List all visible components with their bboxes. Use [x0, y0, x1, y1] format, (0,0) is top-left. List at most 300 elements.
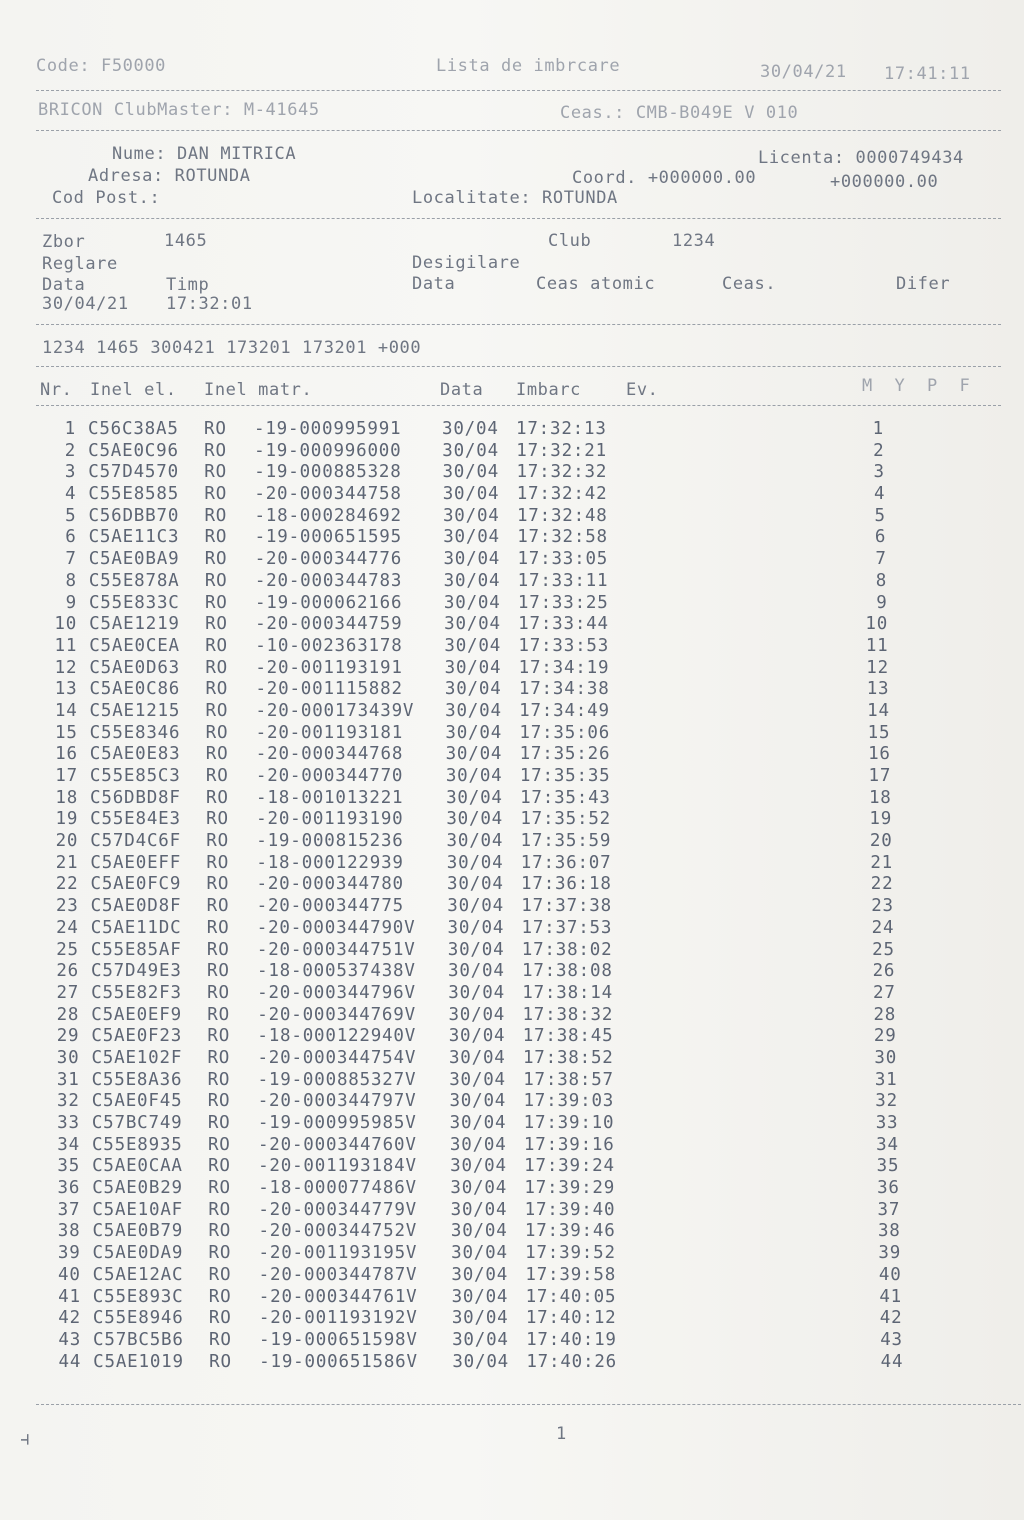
table-row [0, 940, 1024, 962]
electronic-ring: C55E82F3 [91, 982, 182, 1003]
row-date: 30/04 [449, 1134, 507, 1155]
flight-number: 1465 [164, 231, 208, 251]
row-position: 38 [877, 1221, 901, 1242]
country-code: RO [208, 1286, 232, 1307]
table-row [0, 1330, 1024, 1352]
country-code: RO [206, 852, 230, 873]
boarding-table [0, 419, 1024, 1373]
row-number: 7 [65, 549, 77, 570]
row-date: 30/04 [448, 1047, 506, 1068]
registration-ring: -18-000077486V [258, 1178, 417, 1199]
table-row [0, 1221, 1024, 1243]
country-code: RO [204, 592, 228, 613]
club-number: 1234 [672, 231, 716, 251]
country-code: RO [206, 917, 230, 938]
col-electronic-ring: Inel el. [90, 380, 177, 400]
row-position: 5 [874, 505, 886, 526]
row-date: 30/04 [447, 874, 504, 895]
registration-ring: -19-000995985V [257, 1113, 417, 1133]
row-number: 30 [56, 1047, 80, 1068]
setting-label: Reglare [42, 254, 118, 274]
registration-ring: -18-001013221 [256, 787, 404, 808]
registration-ring: -20-000344760V [257, 1134, 417, 1155]
electronic-ring: C55E878A [88, 570, 180, 591]
row-position: 36 [877, 1178, 900, 1199]
electronic-ring: C56DBD8F [90, 787, 181, 808]
registration-ring: -19-000651595 [254, 527, 402, 548]
unsealing-date-label: Data [412, 274, 456, 294]
row-date: 30/04 [446, 852, 504, 873]
row-number: 36 [57, 1178, 81, 1199]
row-position: 44 [880, 1351, 904, 1372]
row-date: 30/04 [444, 657, 502, 678]
table-row [0, 983, 1024, 1005]
row-number: 34 [57, 1134, 80, 1155]
owner-address: Adresa: ROTUNDA [88, 166, 251, 186]
row-number: 33 [57, 1113, 80, 1133]
row-number: 26 [56, 961, 79, 982]
country-code: RO [207, 1047, 231, 1068]
row-number: 32 [57, 1091, 80, 1112]
setting-time: 17:32:01 [166, 294, 253, 314]
row-number: 1 [64, 419, 76, 439]
registration-ring: -10-002363178 [255, 635, 403, 656]
row-date: 30/04 [442, 462, 500, 483]
row-time: 17:32:32 [516, 462, 608, 483]
row-date: 30/04 [442, 440, 499, 461]
electronic-ring: C5AE0F45 [91, 1091, 183, 1112]
electronic-ring: C5AE11C3 [88, 527, 180, 548]
country-code: RO [207, 1026, 231, 1047]
country-code: RO [204, 419, 227, 439]
table-row [0, 614, 1024, 636]
country-code: RO [207, 961, 230, 982]
row-date: 30/04 [448, 961, 505, 982]
country-code: RO [206, 787, 229, 808]
registration-ring: -20-001193184V [258, 1156, 417, 1177]
country-code: RO [205, 679, 229, 700]
row-date: 30/04 [446, 809, 503, 830]
table-row [0, 484, 1024, 506]
table-row [0, 766, 1024, 788]
row-position: 35 [876, 1156, 900, 1177]
row-number: 6 [65, 527, 77, 548]
row-time: 17:39:24 [524, 1156, 615, 1177]
device-id: BRICON ClubMaster: M-41645 [38, 100, 320, 120]
country-code: RO [207, 982, 230, 1003]
row-number: 18 [55, 787, 79, 808]
row-time: 17:35:52 [520, 809, 611, 830]
difference-label: Difer [896, 274, 951, 294]
row-date: 30/04 [448, 1026, 506, 1047]
electronic-ring: C5AE0EFF [90, 852, 182, 873]
row-date: 30/04 [451, 1286, 509, 1307]
country-code: RO [206, 939, 230, 960]
row-time: 17:38:57 [523, 1069, 614, 1090]
row-time: 17:34:38 [518, 679, 610, 700]
registration-ring: -19-000885328 [254, 462, 402, 483]
row-date: 30/04 [442, 484, 500, 505]
row-date: 30/04 [450, 1221, 508, 1242]
table-row [0, 1048, 1024, 1070]
coordinates-second: +000000.00 [830, 172, 939, 192]
row-time: 17:33:53 [518, 635, 610, 656]
table-row [0, 441, 1024, 463]
electronic-ring: C5AE0C96 [88, 440, 179, 461]
row-date: 30/04 [449, 1113, 507, 1133]
row-date: 30/04 [449, 1069, 506, 1090]
row-date: 30/04 [446, 831, 504, 852]
registration-ring: -19-000885327V [257, 1069, 417, 1090]
row-number: 5 [65, 505, 77, 526]
electronic-ring: C5AE0B29 [92, 1178, 183, 1199]
electronic-ring: C55E8346 [89, 722, 181, 743]
electronic-ring: C56DBB70 [88, 505, 180, 526]
row-date: 30/04 [444, 635, 502, 656]
registration-ring: -19-000815236 [256, 831, 404, 852]
row-position: 3 [873, 462, 885, 483]
registration-ring: -20-000344787V [258, 1264, 418, 1285]
row-time: 17:33:44 [518, 614, 609, 635]
row-position: 31 [874, 1069, 898, 1090]
electronic-ring: C5AE1219 [89, 614, 180, 635]
electronic-ring: C56C38A5 [88, 419, 179, 439]
row-position: 8 [875, 570, 888, 591]
row-date: 30/04 [445, 766, 503, 786]
registration-ring: -19-000651598V [259, 1329, 418, 1350]
table-row [0, 462, 1024, 484]
registration-ring: -20-000344770 [255, 766, 404, 786]
registration-ring: -20-001193181 [255, 722, 404, 743]
row-time: 17:38:32 [522, 1004, 614, 1025]
registration-ring: -20-000344790V [256, 917, 416, 938]
table-row [0, 1287, 1024, 1309]
country-code: RO [208, 1156, 231, 1177]
atomic-clock-label: Ceas atomic [536, 274, 656, 294]
registration-ring: -20-001193192V [258, 1308, 418, 1329]
electronic-ring: C5AE11DC [90, 917, 182, 938]
row-position: 22 [870, 874, 894, 895]
clock-id: Ceas.: CMB-B049E V 010 [560, 103, 799, 123]
table-row [0, 636, 1024, 658]
row-position: 16 [868, 744, 891, 765]
registration-ring: -20-001115882 [255, 679, 403, 700]
table-row [0, 1005, 1024, 1027]
electronic-ring: C5AE1019 [93, 1351, 184, 1372]
row-date: 30/04 [447, 917, 505, 938]
row-time: 17:39:52 [525, 1243, 616, 1264]
electronic-ring: C55E8935 [91, 1134, 183, 1155]
electronic-ring: C5AE0C86 [89, 679, 181, 700]
row-number: 42 [58, 1308, 81, 1329]
row-number: 21 [55, 852, 79, 873]
country-code: RO [209, 1329, 232, 1350]
electronic-ring: C5AE0B79 [92, 1221, 184, 1242]
row-position: 28 [873, 1004, 897, 1025]
table-row [0, 1113, 1024, 1135]
row-number: 44 [58, 1351, 82, 1372]
electronic-ring: C5AE10AF [92, 1199, 183, 1220]
electronic-ring: C5AE0D63 [89, 657, 180, 678]
row-time: 17:40:19 [526, 1329, 617, 1350]
country-code: RO [208, 1199, 231, 1220]
club-label: Club [548, 231, 592, 251]
row-number: 41 [58, 1286, 81, 1307]
electronic-ring: C55E85AF [90, 939, 182, 960]
registration-ring: -20-000344754V [257, 1047, 417, 1068]
registration-ring: -20-000344768 [255, 744, 404, 765]
table-row [0, 1352, 1024, 1374]
row-number: 15 [55, 722, 78, 743]
row-time: 17:32:42 [516, 484, 608, 505]
electronic-ring: C57BC749 [91, 1113, 183, 1133]
row-date: 30/04 [444, 614, 501, 635]
col-boarding: Imbarc [516, 380, 582, 400]
row-number: 17 [55, 766, 78, 786]
row-position: 17 [868, 766, 892, 786]
row-date: 30/04 [450, 1156, 507, 1177]
country-code: RO [207, 1134, 231, 1155]
electronic-ring: C5AE12AC [92, 1264, 184, 1285]
country-code: RO [205, 722, 229, 743]
row-date: 30/04 [442, 505, 500, 526]
row-position: 20 [869, 831, 893, 852]
country-code: RO [209, 1351, 232, 1372]
registration-ring: -20-000344761V [258, 1286, 418, 1307]
row-position: 43 [880, 1329, 903, 1350]
country-code: RO [204, 570, 228, 591]
country-code: RO [208, 1308, 232, 1329]
electronic-ring: C57D49E3 [91, 961, 182, 982]
page-number: 1 [556, 1424, 567, 1444]
row-time: 17:33:11 [517, 570, 609, 591]
row-date: 30/04 [446, 787, 503, 808]
col-date: Data [440, 380, 484, 400]
row-number: 38 [57, 1221, 81, 1242]
table-row [0, 571, 1024, 593]
row-date: 30/04 [451, 1243, 508, 1264]
electronic-ring: C5AE0EF9 [91, 1004, 182, 1025]
postal-code: Cod Post.: [52, 188, 161, 208]
country-code: RO [205, 744, 229, 765]
country-code: RO [204, 462, 227, 483]
row-number: 14 [54, 700, 78, 721]
row-time: 17:39:03 [523, 1091, 615, 1112]
row-position: 1 [872, 419, 884, 439]
row-position: 7 [875, 549, 887, 570]
table-row [0, 874, 1024, 896]
country-code: RO [208, 1243, 232, 1264]
owner-name: Nume: DAN MITRICA [112, 144, 297, 164]
table-row [0, 1070, 1024, 1092]
setting-date-label: Data [42, 275, 86, 295]
registration-ring: -20-000344769V [257, 1004, 416, 1025]
row-time: 17:38:45 [522, 1026, 614, 1047]
row-time: 17:40:05 [525, 1286, 617, 1307]
row-time: 17:35:06 [519, 722, 611, 743]
country-code: RO [204, 440, 227, 461]
table-row [0, 723, 1024, 745]
row-number: 9 [65, 592, 77, 613]
registration-ring: -20-000344751V [256, 939, 416, 960]
table-row [0, 1178, 1024, 1200]
table-row [0, 788, 1024, 810]
table-row [0, 1091, 1024, 1113]
row-number: 28 [56, 1004, 80, 1025]
row-position: 25 [872, 939, 895, 960]
row-date: 30/04 [442, 419, 499, 439]
registration-ring: -20-000344775 [256, 896, 404, 917]
row-date: 30/04 [452, 1329, 509, 1350]
table-row [0, 1135, 1024, 1157]
row-number: 10 [54, 614, 78, 635]
row-number: 11 [54, 635, 78, 656]
unsealing-label: Desigilare [412, 253, 521, 273]
registration-ring: -20-000344779V [258, 1199, 418, 1220]
row-date: 30/04 [443, 527, 500, 548]
row-time: 17:36:07 [520, 852, 612, 873]
country-code: RO [204, 505, 228, 526]
row-time: 17:39:16 [523, 1134, 615, 1155]
registration-ring: -19-000651586V [259, 1351, 418, 1372]
row-position: 32 [875, 1091, 898, 1112]
row-date: 30/04 [445, 700, 502, 721]
registration-ring: -20-000344758 [254, 484, 402, 505]
row-time: 17:34:19 [518, 657, 610, 678]
divider [36, 90, 1001, 91]
registration-ring: -20-000344783 [254, 570, 403, 591]
country-code: RO [207, 1113, 231, 1133]
setting-time-label: Timp [166, 275, 210, 295]
col-event: Ev. [626, 380, 659, 400]
electronic-ring: C55E8585 [88, 484, 180, 505]
print-date: 30/04/21 [760, 62, 847, 82]
row-position: 18 [868, 787, 892, 808]
row-position: 42 [879, 1308, 903, 1329]
electronic-ring: C5AE1215 [89, 700, 181, 721]
table-row [0, 853, 1024, 875]
row-date: 30/04 [445, 722, 503, 743]
electronic-ring: C55E833C [88, 592, 180, 613]
row-position: 2 [873, 440, 885, 461]
row-time: 17:37:38 [521, 896, 612, 917]
row-time: 17:37:53 [521, 917, 613, 938]
row-position: 29 [873, 1026, 897, 1047]
row-time: 17:32:13 [516, 419, 607, 439]
row-time: 17:38:08 [522, 961, 613, 982]
registration-ring: -20-000344752V [258, 1221, 418, 1242]
row-position: 9 [876, 592, 888, 613]
table-row [0, 1308, 1024, 1330]
row-position: 23 [871, 896, 894, 917]
row-position: 6 [874, 527, 887, 548]
divider [36, 405, 1001, 406]
row-time: 17:39:29 [524, 1178, 616, 1199]
col-myp-flags: M Y P F [862, 376, 971, 396]
row-date: 30/04 [443, 549, 501, 570]
col-registration-ring: Inel matr. [204, 380, 313, 400]
table-row [0, 679, 1024, 701]
row-date: 30/04 [448, 1004, 506, 1025]
setting-date: 30/04/21 [42, 294, 129, 314]
row-time: 17:36:18 [521, 874, 612, 895]
row-time: 17:39:10 [523, 1113, 615, 1133]
table-row [0, 527, 1024, 549]
row-date: 30/04 [447, 896, 504, 917]
row-date: 30/04 [447, 939, 505, 960]
row-number: 37 [57, 1199, 81, 1220]
row-date: 30/04 [444, 679, 502, 700]
clock-label: Ceas. [722, 274, 777, 294]
row-number: 27 [56, 982, 80, 1003]
electronic-ring: C57BC5B6 [93, 1329, 184, 1350]
country-code: RO [207, 1069, 231, 1090]
row-number: 29 [56, 1026, 80, 1047]
row-date: 30/04 [443, 592, 501, 613]
row-date: 30/04 [450, 1199, 508, 1220]
row-time: 17:32:58 [517, 527, 608, 548]
electronic-ring: C55E8A36 [91, 1069, 183, 1090]
row-date: 30/04 [449, 1091, 507, 1112]
row-position: 11 [865, 635, 889, 656]
electronic-ring: C57D4570 [88, 462, 179, 483]
row-number: 2 [64, 440, 77, 461]
row-number: 8 [65, 570, 77, 591]
electronic-ring: C55E84E3 [90, 809, 181, 830]
registration-ring: -20-000344776 [254, 549, 403, 570]
registration-ring: -20-000344759 [255, 614, 403, 635]
license-number: Licenta: 0000749434 [758, 148, 964, 168]
row-position: 12 [866, 657, 889, 678]
row-number: 25 [56, 939, 79, 960]
electronic-ring: C5AE0DA9 [92, 1243, 184, 1264]
row-time: 17:33:25 [517, 592, 609, 613]
country-code: RO [205, 657, 228, 678]
row-time: 17:40:12 [525, 1308, 617, 1329]
country-code: RO [204, 549, 228, 570]
row-position: 26 [872, 961, 896, 982]
electronic-ring: C5AE102F [91, 1047, 183, 1068]
row-position: 34 [876, 1134, 899, 1155]
registration-ring: -19-000996000 [254, 440, 402, 461]
table-row [0, 809, 1024, 831]
registration-ring: -20-000173439V [255, 700, 415, 721]
country-code: RO [206, 831, 229, 852]
table-row [0, 506, 1024, 528]
row-number: 16 [55, 744, 78, 765]
row-position: 15 [867, 722, 891, 743]
table-row [0, 1200, 1024, 1222]
divider [36, 218, 1001, 219]
row-time: 17:34:49 [519, 700, 610, 721]
row-time: 17:33:05 [517, 549, 609, 570]
row-number: 19 [55, 809, 79, 830]
row-number: 40 [58, 1264, 81, 1285]
registration-ring: -20-000344797V [257, 1091, 417, 1112]
table-row [0, 549, 1024, 571]
table-row [0, 593, 1024, 615]
registration-ring: -20-000344780 [256, 874, 404, 895]
row-number: 12 [54, 657, 78, 678]
row-date: 30/04 [451, 1264, 509, 1285]
divider [36, 324, 1001, 325]
row-position: 40 [878, 1264, 902, 1285]
locality: Localitate: ROTUNDA [412, 188, 618, 208]
row-number: 43 [58, 1329, 82, 1350]
coordinates: Coord. +000000.00 [572, 168, 757, 188]
row-position: 13 [866, 679, 890, 700]
table-row [0, 1156, 1024, 1178]
